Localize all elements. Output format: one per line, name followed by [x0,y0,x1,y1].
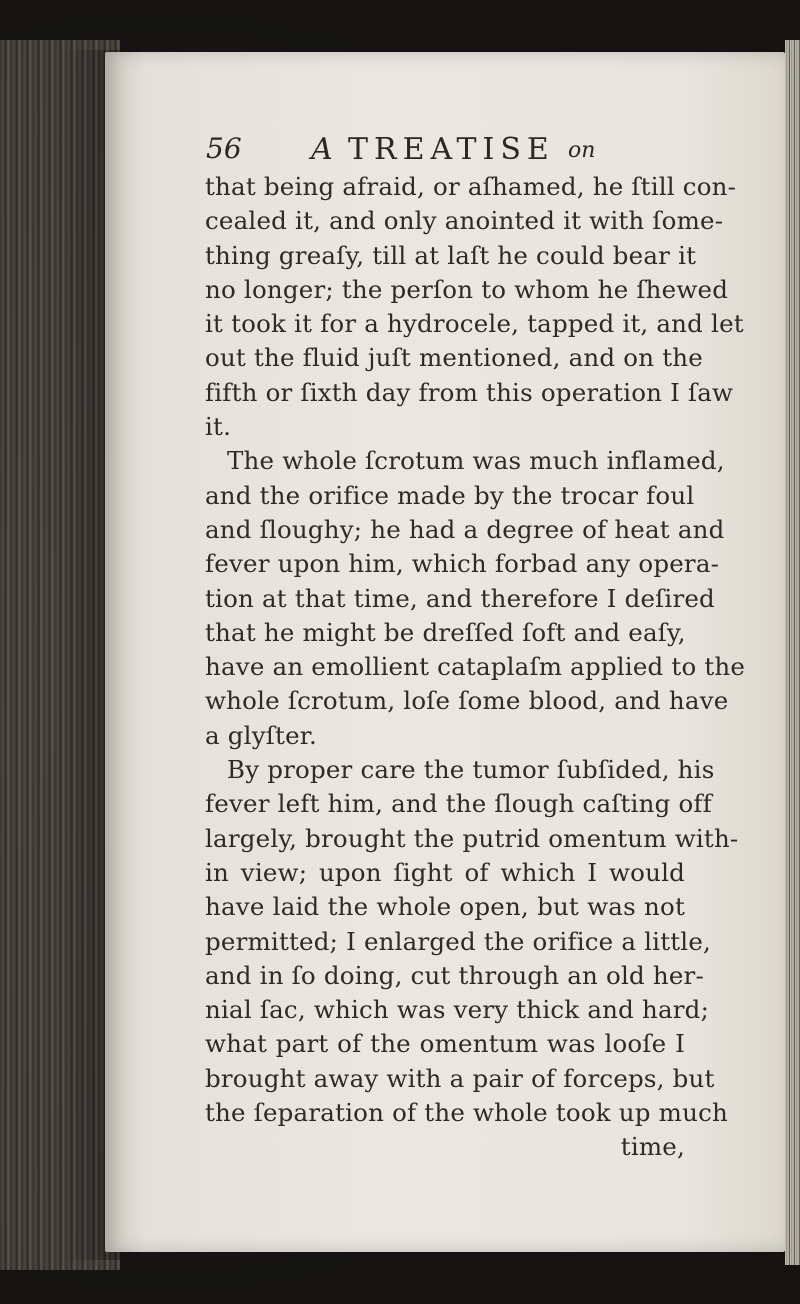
text-line: it. [205,412,232,442]
text-line: brought away with a pair of forceps, but [205,1063,715,1093]
text-line: no longer; the perſon to whom he ſhewed [205,274,729,304]
text-line: in view; upon ſight of which I would [205,857,685,887]
text-line: and the orifice made by the trocar foul [205,480,695,510]
page-number: 56 [206,132,242,165]
text-line: fever upon him, which forbad any opera- [205,549,720,579]
paragraph-start-line: The whole ſcrotum was much inflamed, [227,446,725,476]
text-line: permitted; I enlarged the orifice a little, [205,926,712,956]
text-line: out the fluid juſt mentioned, and on the [205,343,703,373]
text-line: tion at that time, and therefore I deſired [205,583,715,613]
text-line: fever left him, and the ſlough caſting off [205,789,712,819]
title-suffix: on [568,138,596,163]
page-edges [785,40,800,1265]
text-line: that being afraid, or aſhamed, he ſtill con- [205,172,737,201]
text-line: the ſeparation of the whole took up much [205,1098,728,1128]
text-line: fifth or ſixth day from this operation I ſaw [205,377,734,407]
running-header [206,132,626,172]
text-line: have an emollient cataplaſm applied to the [205,652,746,682]
text-line: cealed it, and only anointed it with ſome- [205,206,724,236]
text-line: thing greaſy, till at laſt he could bear it [205,240,697,270]
title-prefix: A [311,132,333,167]
catchword: time, [620,1132,685,1162]
text-line: and in ſo doing, cut through an old her- [205,960,704,990]
text-line: and ſloughy; he had a degree of heat and [205,514,725,544]
text-line: whole ſcrotum, loſe ſome blood, and have [205,686,729,716]
text-line: what part of the omentum was looſe I [205,1029,685,1059]
paragraph-start-line: By proper care the tumor ſubſided, his [227,755,715,785]
text-line: have laid the whole open, but was not [205,892,685,922]
running-title: TREATISE [348,132,555,167]
text-line: nial ſac, which was very thick and hard; [205,995,710,1025]
text-line: that he might be dreſſed ſoft and eaſy, [205,617,686,647]
text-line: a glyſter. [205,720,317,750]
text-line: it took it for a hydrocele, tapped it, and let [205,309,744,339]
body-text [205,170,746,1165]
text-line: largely, brought the putrid omentum with- [205,823,739,853]
